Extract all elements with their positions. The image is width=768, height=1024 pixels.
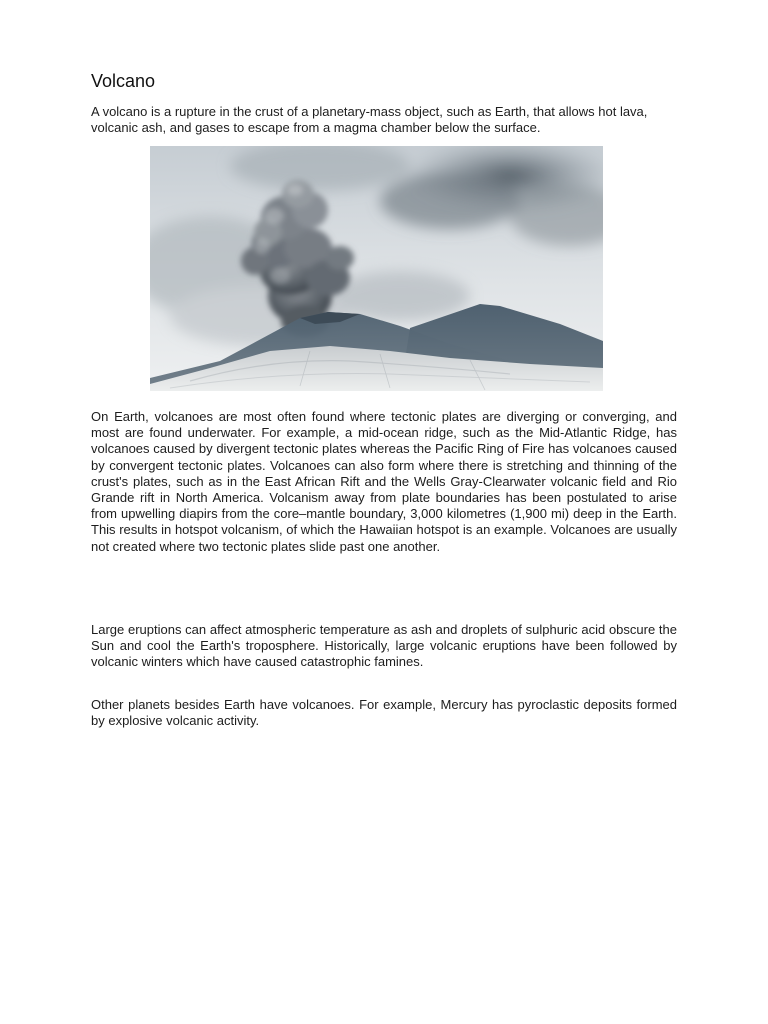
page-title: Volcano [91,71,156,91]
large-eruptions-paragraph: Large eruptions can affect atmospheric temperature as ash and droplets of sulphuric acid obscure the Sun and cool the Earth's troposphere. Historically, large volcanic eruptions have been followed by volcanic winters which have caused catastrophic famines. [91,622,677,670]
other-planets-paragraph: Other planets besides Earth have volcanoes. For example, Mercury has pyroclastic deposits formed by explosive volcanic activity. [91,697,677,729]
intro-paragraph: A volcano is a rupture in the crust of a planetary-mass object, such as Earth, that allows hot lava, volcanic ash, and gases to escape from a magma chamber below the surface. [91,104,648,136]
volcano-eruption-photo [150,146,603,391]
earth-volcanoes-paragraph: On Earth, volcanoes are most often found where tectonic plates are diverging or converging, and most are found underwater. For example, a mid-ocean ridge, such as the Mid-Atlantic Ridge, has volcanoes caused by divergent tectonic plates whereas the Pacific Ring of Fire has volcanoes caused by convergent tectonic plates. Volcanoes can also form where there is stretching and thinning of the crust's plates, such as in the East African Rift and the Wells Gray-Clearwater volcanic field and Rio Grande rift in North America. Volcanism away from plate boundaries has been postulated to arise from upwelling diapirs from the core–mantle boundary, 3,000 kilometres (1,900 mi) deep in the Earth. This results in hotspot volcanism, of which the Hawaiian hotspot is an example. Volcanoes are usually not created where two tectonic plates slide past one another. [91,409,677,554]
